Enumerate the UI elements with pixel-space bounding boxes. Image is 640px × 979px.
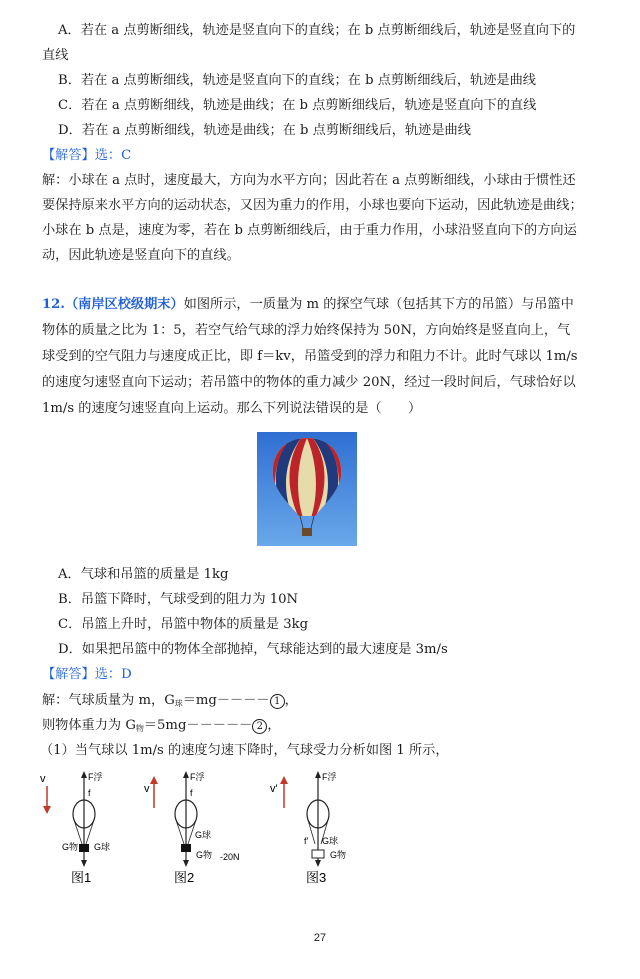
force-diagram-3: [268, 768, 358, 886]
explain-text: ，: [267, 718, 281, 733]
resistance-label: f': [304, 836, 309, 846]
weight-label: G物: [196, 850, 213, 860]
explain-text: 解：气球质量为 m，G: [42, 693, 175, 708]
page-number: 27: [313, 932, 327, 944]
q11-explain-line: 解：小球在 a 点时，速度最大，方向为水平方向；因此若在 a 点剪断细线，小球由于惯性还: [42, 173, 576, 188]
explain-text: 则物体重力为 G: [42, 718, 136, 733]
q12-stem-line: 的速度匀速竖直向下运动；若吊篮中的物体的重力减少 20N，经过一段时间后，气球恰好以: [42, 375, 576, 390]
q11-explain-line: 要保持原来水平方向的运动状态，又因为重力的作用，小球也要向下运动，因此轨迹是曲线；: [42, 198, 583, 213]
q11-option-c: C．若在 a 点剪断细线，轨迹是曲线；在 b 点剪断细线后，轨迹是竖直向下的直线: [58, 98, 537, 113]
force-diagram-2: [140, 768, 252, 886]
q12-stem-line: 1m/s 的速度匀速竖直向上运动。那么下列说法错误的是（ ）: [42, 401, 422, 416]
weight-label: G物: [330, 850, 347, 860]
q12-stem-line: 球受到的空气阻力与速度成正比，即 f＝kv，吊篮受到的浮力和阻力不计。此时气球以 1m/s: [42, 349, 578, 364]
q11-option-d: D．若在 a 点剪断细线，轨迹是曲线；在 b 点剪断细线后，轨迹是曲线: [58, 123, 471, 138]
q12-option-a: A．气球和吊篮的质量是 1kg: [58, 567, 229, 582]
velocity-arrow-head: [43, 806, 51, 814]
velocity-arrow-head: [280, 776, 288, 784]
q12-stem-line: [42, 296, 574, 314]
resistance-label: f: [88, 788, 91, 798]
buoyancy-label: F浮: [88, 772, 103, 782]
figure-caption: 图1: [71, 870, 92, 885]
subscript: 物: [135, 724, 144, 733]
buoyancy-label: F浮: [190, 772, 205, 782]
weight-change-label: -20N: [220, 852, 240, 862]
q11-option-a: A．若在 a 点剪断细线，轨迹是竖直向下的直线；在 b 点剪断细线后，轨迹是竖直向下的: [58, 23, 576, 38]
velocity-label: v: [144, 783, 150, 795]
q12-option-d: D．如果把吊篮中的物体全部抛掉，气球能达到的最大速度是 3m/s: [58, 642, 448, 657]
explain-text: ＝mg－－－－: [182, 693, 270, 708]
q11-explain-line: 小球在 b 点是，速度为零，若在 b 点剪断细线后，由于重力作用，小球沿竖直向下的方向运: [42, 223, 577, 238]
q12-option-b: B．吊篮下降时，气球受到的阻力为 10N: [58, 592, 299, 607]
circled-number: 1: [270, 694, 285, 709]
force-diagram-1: [38, 768, 110, 886]
q12-stem-text: 如图所示，一质量为 m 的探空气球（包括其下方的吊篮）与吊篮中: [183, 297, 574, 312]
weight-label: G球: [94, 842, 110, 852]
q12-option-c: C．吊篮上升时，吊篮中物体的质量是 3kg: [58, 617, 309, 632]
weight-label: G球: [322, 836, 339, 846]
q11-answer: 【解答】选：C: [42, 148, 132, 163]
q12-answer: 【解答】选：D: [42, 667, 132, 682]
q12-explain-line: [42, 717, 281, 738]
hot-air-balloon-image: [257, 432, 357, 546]
subscript: 球: [174, 699, 183, 708]
velocity-arrow-head: [150, 776, 158, 784]
resistance-label: f: [190, 788, 193, 798]
basket: [312, 850, 324, 858]
q12-explain-line: [42, 692, 298, 713]
figure-caption: 图2: [174, 870, 195, 885]
explain-text: ＝5mg－－－－－: [143, 718, 253, 733]
q12-label: 12.（南岸区校级期末）: [42, 297, 184, 312]
buoyancy-label: F浮: [322, 772, 337, 782]
basket: [181, 844, 191, 852]
basket: [79, 844, 89, 852]
weight-label: G物: [62, 842, 79, 852]
circled-number: 2: [252, 719, 267, 734]
q12-explain-line: （1）当气球以 1m/s 的速度匀速下降时，气球受力分析如图 1 所示，: [40, 743, 449, 758]
weight-label: G球: [195, 830, 212, 840]
explain-text: ，: [284, 693, 298, 708]
q11-explain-line: 动，因此轨迹是竖直向下的直线。: [42, 248, 240, 263]
q11-option-b: B．若在 a 点剪断细线，轨迹是竖直向下的直线；在 b 点剪断细线后，轨迹是曲线: [58, 73, 536, 88]
q11-option-a-cont: 直线: [42, 48, 69, 63]
velocity-label: v: [40, 773, 46, 785]
figure-caption: 图3: [306, 870, 327, 885]
q12-stem-line: 物体的质量之比为 1：5，若空气给气球的浮力始终保持为 50N，方向始终是竖直向上，气: [42, 323, 571, 338]
velocity-label: v': [270, 783, 278, 795]
